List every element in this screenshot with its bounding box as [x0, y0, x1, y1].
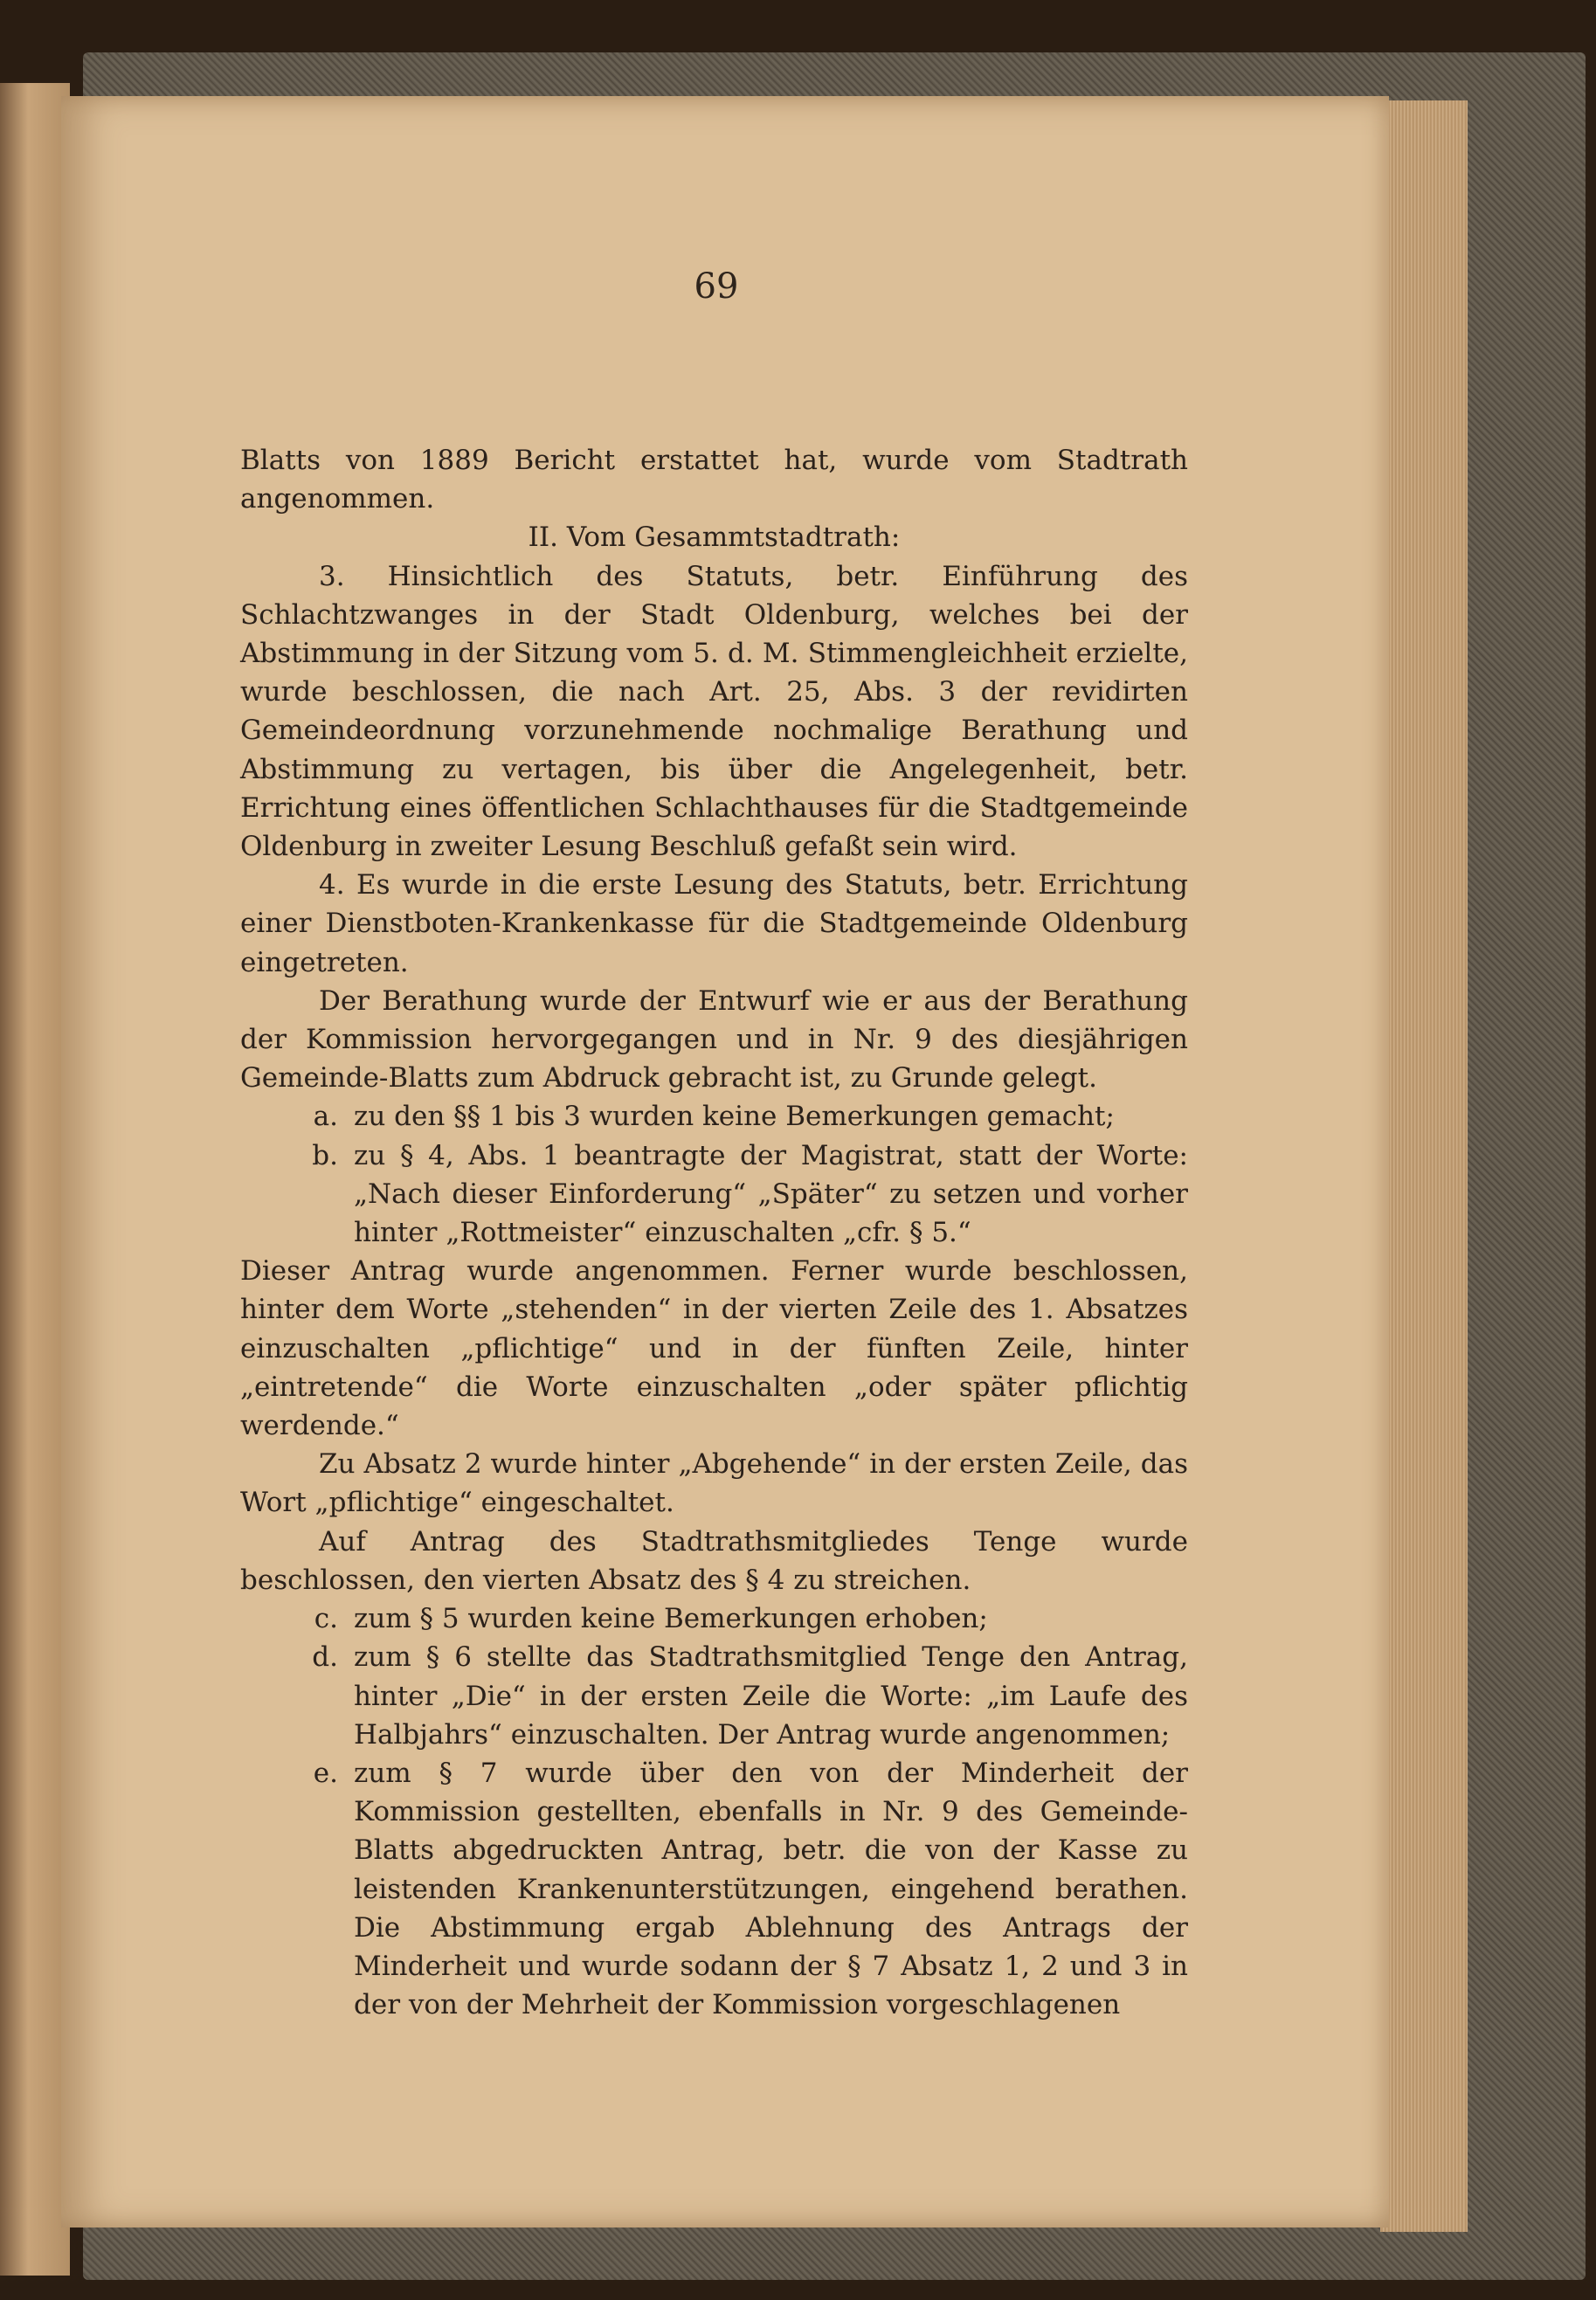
text-body: [240, 441, 1188, 2024]
page-number: 69: [694, 266, 739, 307]
left-page-edge: [0, 83, 70, 2276]
section-heading: II. Vom Gesammtstadtrath:: [528, 521, 901, 554]
list-item-text: zu § 4, Abs. 1 beantragte der Magistrat, statt der Worte: „Nach dieser Einforderung“ „Später“ zu setzen und vorher hinter „Rottmeister“ einzuschalten „cfr. § 5.“: [354, 1139, 1188, 1249]
list-item: [240, 1638, 1188, 1754]
list-item-label: c.: [314, 1603, 338, 1635]
list-item-text: zum § 5 wurden keine Bemerkungen erhoben;: [354, 1603, 988, 1635]
list-item-label: a.: [313, 1101, 338, 1133]
list-item-text: zu den §§ 1 bis 3 wurden keine Bemerkungen gemacht;: [354, 1101, 1115, 1133]
list-item-label: b.: [312, 1139, 338, 1171]
paragraph: Auf Antrag des Stadtrathsmitgliedes Tenge wurde beschlossen, den vierten Absatz des § 4 zu streichen.: [240, 1525, 1188, 1596]
book-page: [61, 96, 1389, 2227]
list-item-label: e.: [313, 1757, 338, 1789]
paragraph: 3. Hinsichtlich des Statuts, betr. Einführung des Schlachtzwanges in der Stadt Oldenburg, welches bei der Abstimmung in der Sitzung vom 5. d. M. Stimmengleichheit erzielte, wurde beschlossen, die nach Art. 25, Abs. 3 der revidirten Gemeindeordnung vorzunehmende nochmalige Berathung und Abstimmung zu vertagen, bis über die Angelegenheit, betr. Errichtung eines öffentlichen Schlachthauses für die Stadtgemeinde Oldenburg in zweiter Lesung Beschluß gefaßt sein wird.: [240, 560, 1188, 863]
list-item-label: d.: [312, 1641, 338, 1674]
paragraph: Blatts von 1889 Bericht erstattet hat, wurde vom Stadtrath angenommen.: [240, 445, 1188, 515]
list-item: [240, 1599, 1188, 1638]
list-item-text: zum § 7 wurde über den von der Minderheit der Kommission gestellten, ebenfalls in Nr. 9 des Gemeinde-Blatts abgedruckten Antrag, betr. die von der Kasse zu leistenden Krankenunterstützungen, eingehend berathen. Die Abstimmung ergab Ablehnung des Antrags der Minderheit und wurde sodann der § 7 Absatz 1, 2 und 3 in der von der Mehrheit der Kommission vorgeschlagenen: [354, 1757, 1188, 2021]
paragraph: Zu Absatz 2 wurde hinter „Abgehende“ in der ersten Zeile, das Wort „pflichtige“ eingeschaltet.: [240, 1448, 1188, 1519]
list-item: [240, 1754, 1188, 2024]
list-item: [240, 1097, 1188, 1136]
paragraph: Dieser Antrag wurde angenommen. Ferner wurde beschlossen, hinter dem Worte „stehenden“ in der vierten Zeile des 1. Absatzes einzuschalten „pflichtige“ und in der fünften Zeile, hinter „eintretende“ die Worte einzuschalten „oder später pflichtig werdende.“: [240, 1255, 1188, 1442]
list-item: [240, 1136, 1188, 1253]
paragraph: 4. Es wurde in die erste Lesung des Statuts, betr. Errichtung einer Dienstboten-Krankenkasse für die Stadtgemeinde Oldenburg eingetreten.: [240, 869, 1188, 978]
list-item-text: zum § 6 stellte das Stadtrathsmitglied Tenge den Antrag, hinter „Die“ in der ersten Zeile die Worte: „im Laufe des Halbjahrs“ einzuschalten. Der Antrag wurde angenommen;: [354, 1641, 1188, 1751]
page-edges: [1380, 100, 1468, 2232]
paragraph: Der Berathung wurde der Entwurf wie er aus der Berathung der Kommission hervorgegangen und in Nr. 9 des diesjährigen Gemeinde-Blatts zum Abdruck gebracht ist, zu Grunde gelegt.: [240, 984, 1188, 1095]
